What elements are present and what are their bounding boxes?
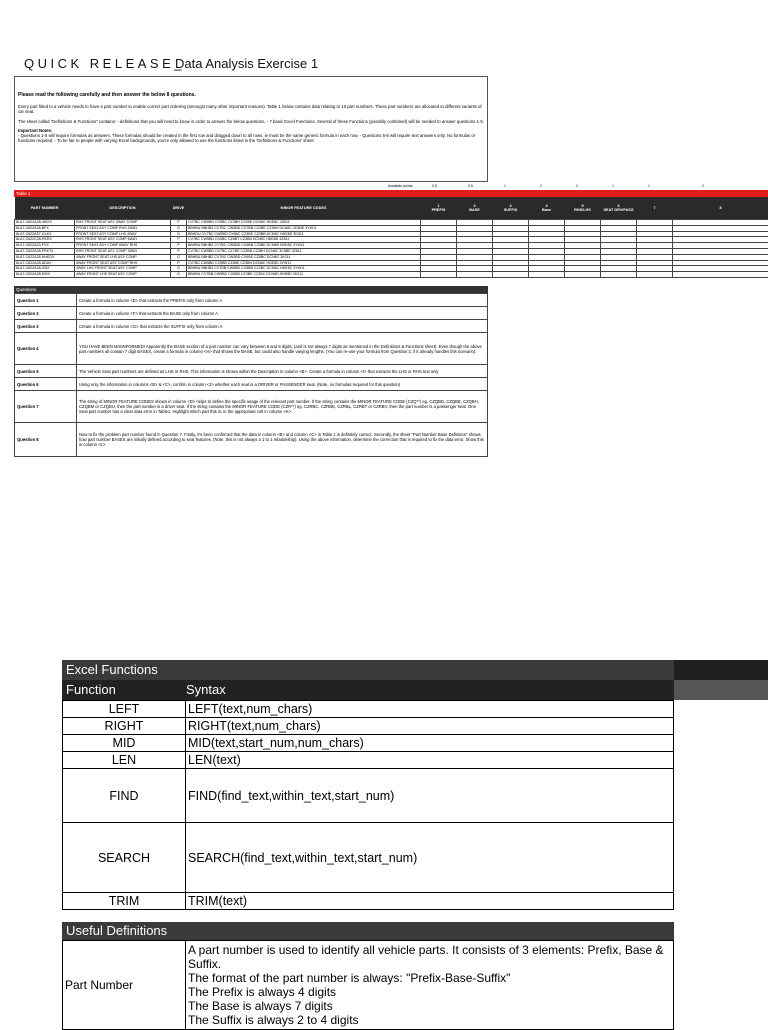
table-cell: 8LA7-C622A28-FRKTX bbox=[15, 248, 75, 254]
header-fill bbox=[674, 680, 768, 700]
table-cell: 8LA7-C622A20-FVX bbox=[15, 243, 75, 249]
question-text: The string of MINOR FEATURE CODES shown in column <D> helps to define the specific usage of the relevant part number. If the string contains the MINOR FEATURE CODE (CZQ**) eg. CZQBD, CZQBE, CZQBH, CZQBM or CZQBU, then the part number is a driver seat. If the string contains the MINOR FEATURE CODE (CZR**) eg. CZRBC, CZRBE, CZRBL, CZRBT or CZRBV, then the part number is a passenger seat. One Seat part number has a clear data error in Table1. Highlight which part this is, in the appropriate cell in column <K>. bbox=[77, 391, 488, 423]
points-value: 2 bbox=[702, 184, 704, 188]
question-row bbox=[15, 378, 488, 391]
definition-term: Part Number bbox=[63, 941, 186, 1030]
definition-line: The Base is always 7 digits bbox=[188, 999, 671, 1013]
table-cell: G bbox=[171, 231, 187, 237]
points-value: 0.5 bbox=[468, 184, 473, 188]
table-cell: 8LA7-C622A28-BFX bbox=[15, 225, 75, 231]
function-syntax: TRIM(text) bbox=[186, 893, 674, 910]
functions-table bbox=[62, 700, 674, 910]
table-cell: RHS FRONT SEAT ASY COMP 4WAY bbox=[75, 248, 171, 254]
table-cell: CV7BC CW5BD CX5BC CZ3BH CZ2BE DCN8C HDE8C 3Z811 bbox=[187, 220, 421, 226]
table-cell: FRONT SEAT ASY COMP RHS 2WAY bbox=[75, 225, 171, 231]
questions-table bbox=[14, 293, 488, 457]
table-cell: CV7BC CW5BD CX5BC CZ8BT CZ3BB DCN8C HDE8D 3Z811 bbox=[187, 237, 421, 243]
question-label: Question 1 bbox=[15, 294, 77, 307]
function-syntax: FIND(find_text,within_text,start_num) bbox=[186, 769, 674, 823]
question-row bbox=[15, 391, 488, 423]
header-fill bbox=[674, 660, 768, 680]
answer-cell[interactable] bbox=[421, 272, 457, 278]
points-value: 1 bbox=[648, 184, 650, 188]
table-cell: 4WAY FRONT SEAT LHS ASY COMP bbox=[75, 254, 171, 260]
table-cell: G bbox=[171, 225, 187, 231]
table-1-column-header: 2 BASE bbox=[457, 197, 493, 220]
table-cell: 8LA7-C622C28-RKRX bbox=[15, 237, 75, 243]
table-1-column-header: 1 PREFIX bbox=[421, 197, 457, 220]
points-value: 2 bbox=[540, 184, 542, 188]
table-cell: 8LA7-C622A57-GLKX bbox=[15, 231, 75, 237]
function-column-header: Function bbox=[62, 680, 184, 700]
questions-label: Questions bbox=[14, 286, 488, 293]
table-cell: FRONT SEAT ASY COMP 6WAY RHS bbox=[75, 243, 171, 249]
function-row bbox=[63, 752, 674, 769]
function-name: FIND bbox=[63, 769, 186, 823]
question-label: Question 5 bbox=[15, 365, 77, 378]
function-row bbox=[63, 769, 674, 823]
question-label: Question 6 bbox=[15, 378, 77, 391]
table-cell: 8LA7-C622A28-KWX bbox=[15, 272, 75, 278]
function-name: TRIM bbox=[63, 893, 186, 910]
table-1-column-header: 3 SUFFIX bbox=[493, 197, 529, 220]
table-cell: 8LA7-C622A28-HNEDX bbox=[15, 254, 75, 260]
parts-table bbox=[14, 197, 768, 278]
table-cell: RHS FRONT SEAT ASY 2WAY COMP bbox=[75, 220, 171, 226]
function-syntax: MID(text,start_num,num_chars) bbox=[186, 735, 674, 752]
question-row bbox=[15, 365, 488, 378]
table-cell: P bbox=[171, 220, 187, 226]
answer-cell[interactable] bbox=[637, 272, 673, 278]
page-title: Data Analysis Exercise 1 bbox=[175, 56, 318, 71]
question-text: Create a formula in column <F> that extracts the BASE only from column A bbox=[77, 307, 488, 320]
points-value: 1 bbox=[504, 184, 506, 188]
table-1-column-header: 7 bbox=[637, 197, 673, 220]
table-1-column-header: MINOR FEATURE CODES bbox=[187, 197, 421, 220]
instructions-box bbox=[14, 76, 488, 182]
instructions-paragraph: The sheet called "Definitions & Functions" contains: - definitions that you will need to know in order to answer the below questions. - 7 basic Excel Functions. Several of these Functions (possibly combined) will be needed to answer questions 1-5. bbox=[18, 119, 484, 124]
syntax-column-header: Syntax bbox=[184, 680, 674, 700]
function-row bbox=[63, 701, 674, 718]
question-text: YOU HAVE BEEN MISINFORMED! Apparently the BASE section of a part number can vary between 6 and 8 digits, (and is not always 7 digits as mentioned in the Definitions & Functions sheet). Even though the above part numbers all contain 7 digit BASES, create a formula in column <H> that shows the BASE, but could also handle varying lengths. (You can re-use your formula from Question 2, if it already handles this scenario). bbox=[77, 333, 488, 365]
function-syntax: RIGHT(text,num_chars) bbox=[186, 718, 674, 735]
excel-functions-title: Excel Functions bbox=[62, 660, 674, 680]
table-row bbox=[15, 272, 768, 278]
function-row bbox=[63, 735, 674, 752]
question-text: Create a formula in column <E> that extracts the PREFIX only from column A bbox=[77, 294, 488, 307]
table-1-label: Table 1 bbox=[14, 190, 768, 197]
notes-heading: Important Notes: bbox=[18, 128, 484, 133]
function-name: LEN bbox=[63, 752, 186, 769]
table-1-column-header: 4 Base bbox=[529, 197, 565, 220]
table-cell: CV7BC CW5BD CX5BB CZ3BE CZ3BH DCN8C HDE8D 3YW11 bbox=[187, 260, 421, 266]
table-cell: P bbox=[171, 248, 187, 254]
questions-section bbox=[14, 286, 488, 457]
function-row bbox=[63, 718, 674, 735]
table-1-column-header: PART NUMBER bbox=[15, 197, 75, 220]
answer-cell[interactable] bbox=[457, 272, 493, 278]
instructions-heading: Please read the following carefully and then answer the below 8 questions. bbox=[18, 93, 484, 98]
function-name: SEARCH bbox=[63, 823, 186, 893]
table-cell: 8LA7-C622A28-ADAX bbox=[15, 260, 75, 266]
table-cell: BBHBU BBHBZ CV7BC CW5BD CX7BB CZ3BE CZ3BH DCN8C 3C5BE 3YW11 bbox=[187, 225, 421, 231]
table-cell: 4WAY FRONT SEAT ASY COMP RHS bbox=[75, 260, 171, 266]
points-value: 0.5 bbox=[432, 184, 437, 188]
table-cell: BBHDU CV7BC CW5BD CX5BC CZ3BE CZ3BB DCN8C HDE8D 3D311 bbox=[187, 231, 421, 237]
table-cell: FRONT SEAT ASY COMP LHS 4WAY bbox=[75, 231, 171, 237]
table-cell: RHS FRONT SEAT ASY COMP 6WAY bbox=[75, 237, 171, 243]
instructions-paragraph: Every part fitted to a vehicle needs to have a part number to enable correct part ordering (amongst many other important reasons). Table 1 below contains data relating to 10 part numbers. These part numbers are allocated to different variants of car seat. bbox=[18, 104, 484, 114]
function-syntax: LEN(text) bbox=[186, 752, 674, 769]
question-text: Now to fix the problem part number found in Question 7. Firstly, it's been confirmed that the data in column <B> and column <C> in Table 1 is definitely correct. Secondly, the sheet "Part Number Base Definition" shows how part number BASES are initially defined according to seat features. (Note, this is not always a 1 to 1 relationship). Using the above information, determine the correction that is required to fix the data error. Show this in column <L>. bbox=[77, 423, 488, 457]
definition-line: The Suffix is always 2 to 4 digits bbox=[188, 1013, 671, 1027]
question-row bbox=[15, 294, 488, 307]
notes-text: - Questions 1-5 will require formulas as answers. These formulas should be created in the first row and dragged down to all rows, ie must be the same generic formula in each row. - Questions 6-8 will require text answers only. No formulas or functions required. - To be fair to people with varying Excel backgrounds, you're only allowed to use the functions listed in the 'Definitions & Functions' sheet bbox=[18, 133, 484, 143]
table-cell: P bbox=[171, 243, 187, 249]
table-cell: 8LA7-C622A28-GDX bbox=[15, 266, 75, 272]
answer-cell[interactable] bbox=[565, 272, 601, 278]
question-label: Question 8 bbox=[15, 423, 77, 457]
definition-line: The format of the part number is always: "Prefix-Base-Suffix" bbox=[188, 971, 671, 985]
brand-logo-text: QUICK RELEASE_ bbox=[24, 56, 185, 71]
points-value: 2 bbox=[576, 184, 578, 188]
question-text: The Vehicle Seat part numbers are defined as LHS or RHS. This information is shown within the Description in column <B>. Create a formula in column <I> that extracts the LHS or RHS text only bbox=[77, 365, 488, 378]
question-row bbox=[15, 333, 488, 365]
table-cell: G bbox=[171, 254, 187, 260]
table-cell: BBHBU BBHBZ CV7BB CW5BD CX5BB CZ3BC DCN8C HDE8C 3YW11 bbox=[187, 266, 421, 272]
answer-cell[interactable] bbox=[601, 272, 637, 278]
table-cell: P bbox=[171, 237, 187, 243]
function-name: RIGHT bbox=[63, 718, 186, 735]
question-label: Question 7 bbox=[15, 391, 77, 423]
definitions-section bbox=[62, 922, 674, 1030]
table-cell: G bbox=[171, 266, 187, 272]
question-label: Question 4 bbox=[15, 333, 77, 365]
definitions-table bbox=[62, 940, 674, 1030]
definition-line: A part number is used to identify all vehicle parts. It consists of 3 elements: Prefix, Base & Suffix. bbox=[188, 943, 671, 971]
table-cell: 8LA7-C622A28-4WXX bbox=[15, 220, 75, 226]
table-cell: 4WAY LHS FRONT SEAT ASY COMP bbox=[75, 266, 171, 272]
definitions-title: Useful Definitions bbox=[62, 922, 674, 940]
question-row bbox=[15, 307, 488, 320]
answer-cell[interactable] bbox=[493, 272, 529, 278]
definition-text bbox=[186, 941, 674, 1030]
table-1 bbox=[14, 190, 768, 278]
function-syntax: SEARCH(find_text,within_text,start_num) bbox=[186, 823, 674, 893]
answer-cell[interactable] bbox=[529, 272, 565, 278]
table-cell: P bbox=[171, 260, 187, 266]
function-name: LEFT bbox=[63, 701, 186, 718]
available-points-label: Available points bbox=[388, 184, 412, 188]
points-value: 1 bbox=[612, 184, 614, 188]
function-row bbox=[63, 823, 674, 893]
table-1-column-header: DESCRIPTION bbox=[75, 197, 171, 220]
function-name: MID bbox=[63, 735, 186, 752]
question-row bbox=[15, 423, 488, 457]
question-label: Question 2 bbox=[15, 307, 77, 320]
question-text: Using only the information in columns <B> & <C>, confirm in column <J> whether each seat is a DRIVER or PASSENGER seat. (Note, no formulas required for this question) bbox=[77, 378, 488, 391]
function-row bbox=[63, 893, 674, 910]
table-cell: 4WAY FRONT LHS SEAT ASY COMP bbox=[75, 272, 171, 278]
table-1-column-header: 6 SEAT DRV/PASS bbox=[601, 197, 637, 220]
table-cell: G bbox=[171, 272, 187, 278]
definition-line: The Prefix is always 4 digits bbox=[188, 985, 671, 999]
question-row bbox=[15, 320, 488, 333]
question-text: Create a formula in column <G> that extracts the SUFFIX only from column A bbox=[77, 320, 488, 333]
table-cell: BBHBU BBHBZ CV7BC CW5BD CX5BE CZ5BC DCN8C 3K011 bbox=[187, 254, 421, 260]
excel-functions-section bbox=[62, 660, 768, 910]
table-cell: BBHBU CV7BB CW5BD CX5BB CZ3BE CZ3BC DCN8D HDE8D 3K011 bbox=[187, 272, 421, 278]
table-1-column-header: 8 bbox=[673, 197, 768, 220]
table-cell: CV7BC CW5BD CX7BC CZ7BE CZ3BB CZ3BH DCN8C 3C5BE 3Z811 bbox=[187, 248, 421, 254]
table-cell: BBHBU BBHBZ CV7BC CW5BD CX5BB CZ3BE DCN8B HDE8D 3YW11 bbox=[187, 243, 421, 249]
function-syntax: LEFT(text,num_chars) bbox=[186, 701, 674, 718]
question-label: Question 3 bbox=[15, 320, 77, 333]
table-1-column-header: 5 RHS/LHS bbox=[565, 197, 601, 220]
table-1-column-header: DRIVE bbox=[171, 197, 187, 220]
answer-cell[interactable] bbox=[673, 272, 768, 278]
